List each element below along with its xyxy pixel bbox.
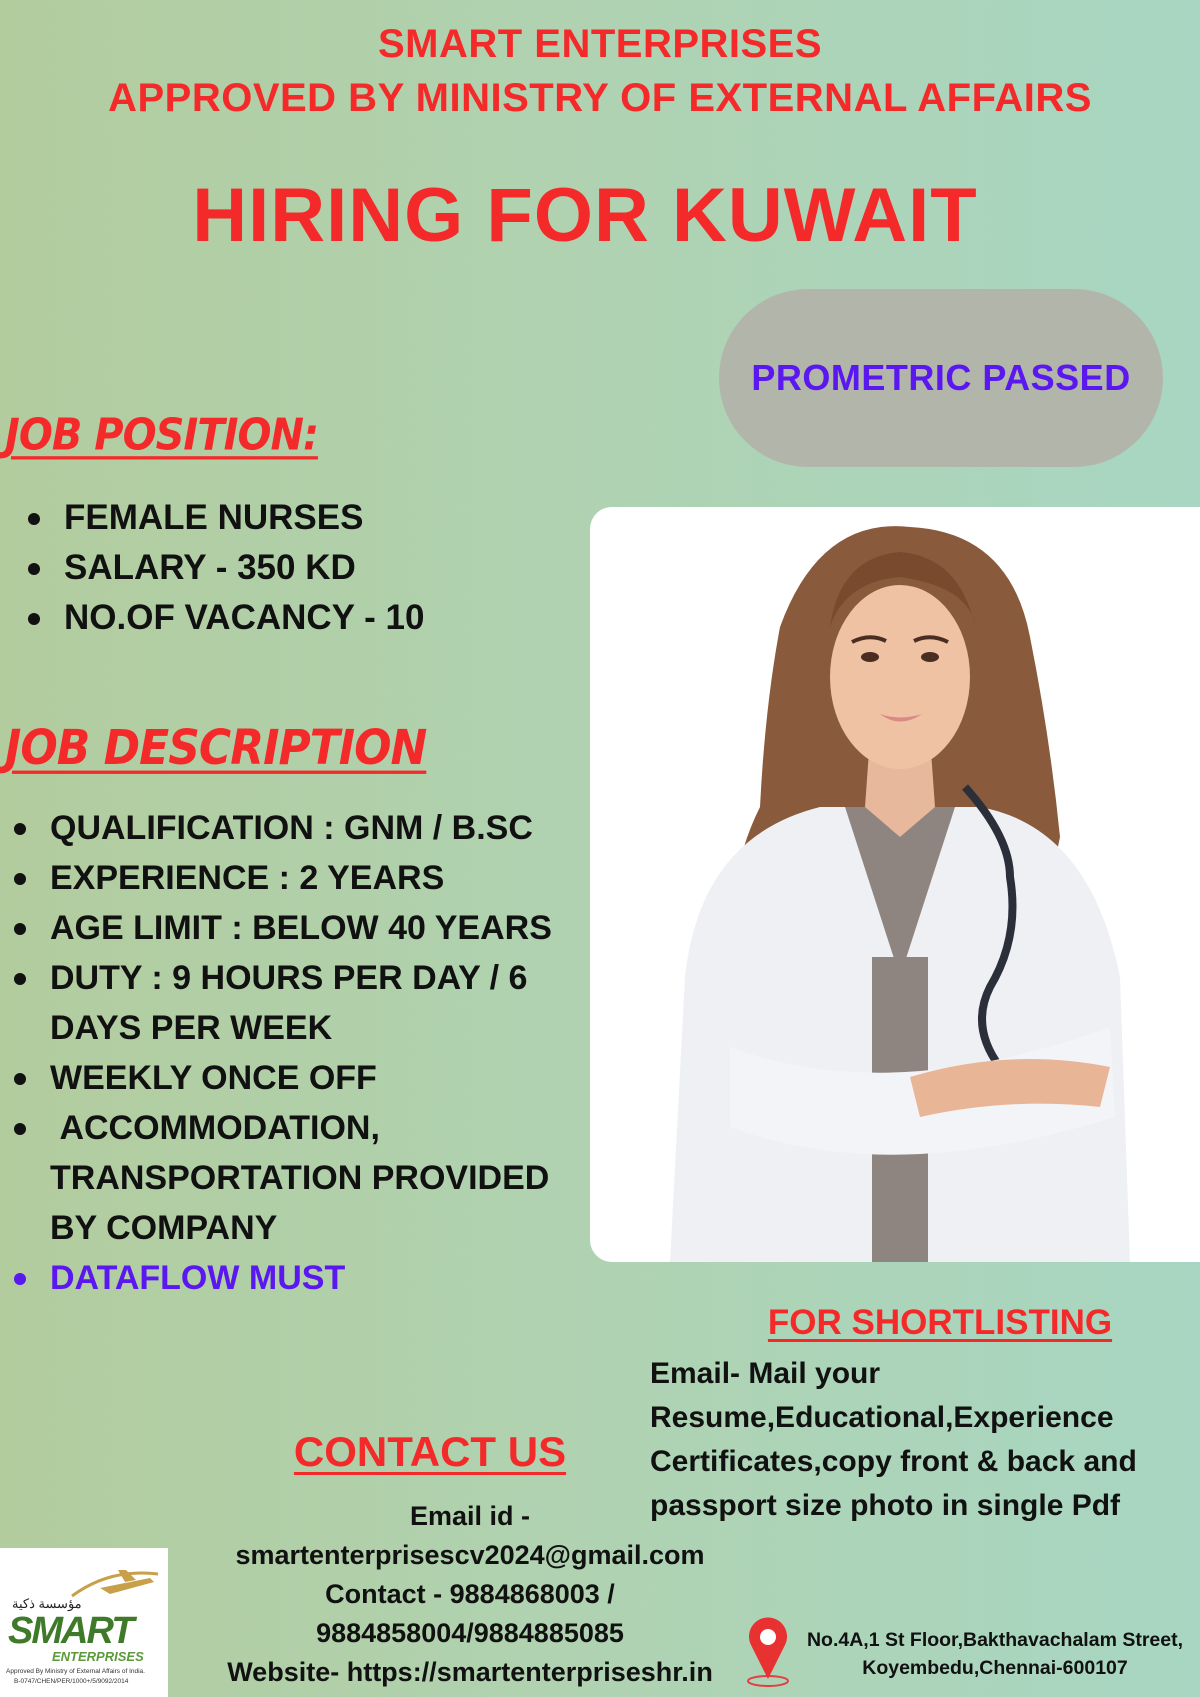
nurse-photo xyxy=(590,507,1200,1262)
job-position-heading: JOB POSITION: xyxy=(5,410,318,461)
email-label: Email id - xyxy=(409,1501,531,1531)
bullet-icon xyxy=(28,513,40,525)
nurse-illustration-icon xyxy=(590,507,1200,1262)
job-description-heading: JOB DESCRIPTION xyxy=(5,720,427,777)
office-address xyxy=(790,1626,1200,1682)
shortlisting-instructions: Email- Mail your Resume,Educational,Experience Certificates,copy front & back and passport size photo in single Pdf xyxy=(650,1357,1137,1522)
bullet-icon xyxy=(14,873,26,885)
contact-details xyxy=(190,1497,750,1692)
job-position-list xyxy=(64,493,424,643)
hiring-title: HIRING FOR KUWAIT xyxy=(192,173,978,258)
list-item: SALARY - 350 KD xyxy=(64,543,424,593)
website-link[interactable]: Website- https://smartenterpriseshr.in xyxy=(227,1657,713,1687)
logo-brand: SMART xyxy=(8,1610,133,1652)
logo-subtitle: ENTERPRISES xyxy=(52,1649,144,1664)
list-item: WEEKLY ONCE OFF xyxy=(50,1053,590,1103)
list-item: NO.OF VACANCY - 10 xyxy=(64,593,424,643)
approval-line: APPROVED BY MINISTRY OF EXTERNAL AFFAIRS xyxy=(108,76,1092,120)
logo-registration: B-0747/CHEN/PER/1000+/5/9092/2014 xyxy=(14,1678,129,1685)
address-line-2: Koyembedu,Chennai-600107 xyxy=(862,1657,1128,1679)
company-logo xyxy=(0,1548,168,1697)
bullet-icon xyxy=(14,1123,26,1135)
bullet-icon xyxy=(28,613,40,625)
company-name: SMART ENTERPRISES xyxy=(377,22,823,66)
logo-arabic-text: مؤسسة ذكية xyxy=(12,1596,82,1611)
email-link[interactable]: smartenterprisescv2024@gmail.com xyxy=(235,1540,705,1570)
bullet-icon xyxy=(14,1273,26,1285)
list-item-highlight: DATAFLOW MUST xyxy=(50,1253,590,1303)
bullet-icon xyxy=(14,1073,26,1085)
airplane-icon xyxy=(70,1566,160,1606)
badge-label: PROMETRIC PASSED xyxy=(751,357,1131,398)
list-item: AGE LIMIT : BELOW 40 YEARS xyxy=(50,903,590,953)
shortlisting-heading: FOR SHORTLISTING xyxy=(767,1303,1113,1342)
contact-heading: CONTACT US xyxy=(293,1428,567,1475)
list-item: DUTY : 9 HOURS PER DAY / 6 DAYS PER WEEK xyxy=(50,953,590,1053)
list-item: FEMALE NURSES xyxy=(64,493,424,543)
prometric-badge xyxy=(719,289,1163,467)
location-pin-icon xyxy=(745,1615,791,1692)
address-line-1: No.4A,1 St Floor,Bakthavachalam Street, xyxy=(806,1629,1184,1651)
bullet-icon xyxy=(28,563,40,575)
bullet-icon xyxy=(14,973,26,985)
phone-line-2[interactable]: 9884858004/9884885085 xyxy=(316,1618,624,1648)
list-item: EXPERIENCE : 2 YEARS xyxy=(50,853,590,903)
list-item: QUALIFICATION : GNM / B.SC xyxy=(50,803,590,853)
phone-line-1[interactable]: Contact - 9884868003 / xyxy=(325,1579,615,1609)
bullet-icon xyxy=(14,823,26,835)
job-description-list xyxy=(50,803,590,1303)
bullet-icon xyxy=(14,923,26,935)
logo-approval: Approved By Ministry of External Affairs of India. xyxy=(6,1668,145,1675)
list-item: ACCOMMODATION, TRANSPORTATION PROVIDED BY COMPANY xyxy=(50,1103,590,1253)
